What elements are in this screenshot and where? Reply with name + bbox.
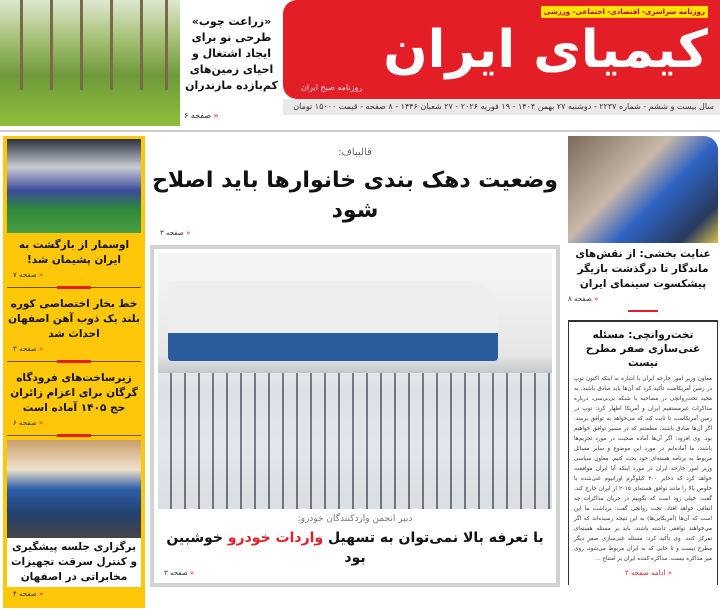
- left-ref-4[interactable]: « صفحه ۴: [13, 590, 44, 598]
- dateline: سال بیست و ششم - شماره ۲۲۳۷ - دوشنبه ۲۷ بهمن ۱۴۰۴ - ۱۹ فوریه ۲۰۲۶ - ۲۷ شعبان ۱۴۴۶ - ۸ صفحه - قیمت ۱۵۰۰۰ تومان: [283, 99, 720, 115]
- separator: [628, 310, 658, 312]
- page-header: [0, 0, 720, 126]
- masthead-tagline: روزنامه سراسری- اقتصادی- اجتماعی- ورزشی: [541, 6, 708, 18]
- top-teaser-headline[interactable]: «زراعت چوب» طرحی نو برای ایجاد اشتغال و احیای زمین‌های کم‌بازده مازندران: [185, 15, 278, 92]
- main-column: [150, 136, 560, 587]
- separator: [7, 361, 141, 362]
- masthead: [283, 0, 720, 126]
- actor-photo: [568, 136, 718, 243]
- left-ref-1[interactable]: « صفحه ۷: [13, 271, 44, 279]
- farm-trees-photo: [0, 0, 180, 126]
- page-ref: صفحه ۶: [184, 111, 212, 120]
- separator: [7, 435, 141, 436]
- left-headline-3[interactable]: زیرساخت‌های فرودگاه گرگان برای اعزام زائران حج ۱۴۰۵ آماده است: [10, 372, 138, 414]
- photo-ref[interactable]: « صفحه ۳: [164, 569, 195, 577]
- right-column: [568, 136, 718, 585]
- parked-cars: [158, 373, 552, 509]
- right-ref[interactable]: « صفحه ۸: [568, 295, 599, 303]
- left-headline-2[interactable]: خط بخار اختصاصی کوره بلند یک ذوب آهن اصفهان احداث شد: [8, 298, 140, 340]
- chevron-icon: «: [189, 569, 195, 577]
- chevron-icon: «: [667, 569, 672, 577]
- interview-box: [568, 320, 718, 585]
- masthead-logo: [283, 0, 720, 99]
- main-headline[interactable]: وضعیت دهک بندی خانوارها باید اصلاح شود: [152, 168, 558, 223]
- photo-story-box: [150, 245, 560, 587]
- box-headline[interactable]: تخت‌روانچی: مسئله غنی‌سازی صفر مطرح نیست: [585, 329, 701, 369]
- left-ref-2[interactable]: « صفحه ۳: [13, 345, 44, 353]
- chevron-icon: «: [185, 229, 191, 237]
- top-teaser-ref[interactable]: [184, 110, 279, 122]
- right-headline[interactable]: عنایت بخشی: از نقش‌های ماندگار تا درگذشت بازیگر پیشکسوت سینمای ایران: [575, 248, 711, 290]
- photo-kicker: دبیر انجمن واردکنندگان خودرو:: [297, 514, 413, 524]
- page-content: [0, 136, 720, 614]
- left-headline-4[interactable]: برگزاری جلسه پیشگیری و کنترل سرقت تجهیزات مخابراتی در اصفهان: [7, 538, 141, 587]
- chevron-icon: «: [593, 295, 599, 303]
- car-carrier-ship-photo: [158, 253, 552, 509]
- ship: [168, 281, 498, 361]
- top-teaser: [180, 0, 283, 126]
- chevron-icon: «: [213, 111, 219, 120]
- photo-headline[interactable]: با تعرفه بالا نمی‌توان به تسهیل واردات خودرو خوشبین بود: [166, 530, 544, 566]
- masthead-title: کیمیای ایران: [383, 20, 708, 80]
- divider: [0, 130, 720, 132]
- main-kicker: قالیباف:: [338, 147, 372, 158]
- coach-photo: [7, 139, 141, 233]
- box-body: معاون وزیر امور خارجه ایران با اشاره به اینکه اکنون توپ در زمین آمریکاست تأکید کرد که آن‌ها باید صادق باشند. به مجید تخت‌روانچی در مصاحبه با شبکه بی‌بی‌سی، درباره مذاکرات غیرمستقیم ایران و آمریکا اظهار کرد: توپ در زمین آمریکاست تا ثابت کند که می‌خواهد به توافق برسد. اگر آن‌ها صادق باشند، مطمئنم که در مسیر توافق خواهیم بود. وی افزود: اگر آن‌ها آماده صحبت در مورد تحریم‌ها باشند، ما آماده‌ایم در مورد این موضوع و سایر مسائل مربوط به برنامه هسته‌ای خود بحث کنیم. معاون سیاسی وزیر امور خارجه ایران در مورد اینکه آیا ایران موافقت خواهد کرد که ذخایر ۴۰۰ کیلوگرم اورانیوم غنی‌شده با خلوص بالا را مانند توافق هسته‌ای ۲۰۱۵ از ایران خارج کند، گفت: خیلی زود است که بگوییم در جریان مذاکرات چه اتفاقی خواهد افتاد. تخت روانچی گفت: برداشت ما این است که آن‌ها (آمریکایی‌ها) به این نتیجه رسیده‌اند که اگر می‌خواهند توافقی داشته باشند، باید بر مسئله هسته‌ای تمرکز کنند. وی تأکید کرد: مسئله غنی‌سازی صفر دیگر مطرح نیست و تا جایی که به ایران مربوط می‌شود، روی میز مذاکره نیست. مذاکره کننده ایران بر امتناع ...: [574, 376, 712, 562]
- left-ref-3[interactable]: « صفحه ۶: [13, 419, 44, 427]
- separator: [7, 287, 141, 288]
- main-ref[interactable]: « صفحه ۳: [160, 229, 191, 237]
- box-continue-ref[interactable]: « ادامه صفحه ۲: [624, 569, 672, 577]
- left-headline-1[interactable]: اوسمار از بازگشت به ایران پشیمان شد!: [18, 239, 130, 266]
- meeting-photo: [7, 440, 141, 538]
- left-news-column: [3, 136, 145, 608]
- masthead-subtitle: روزنامه صبح ایران: [301, 83, 363, 92]
